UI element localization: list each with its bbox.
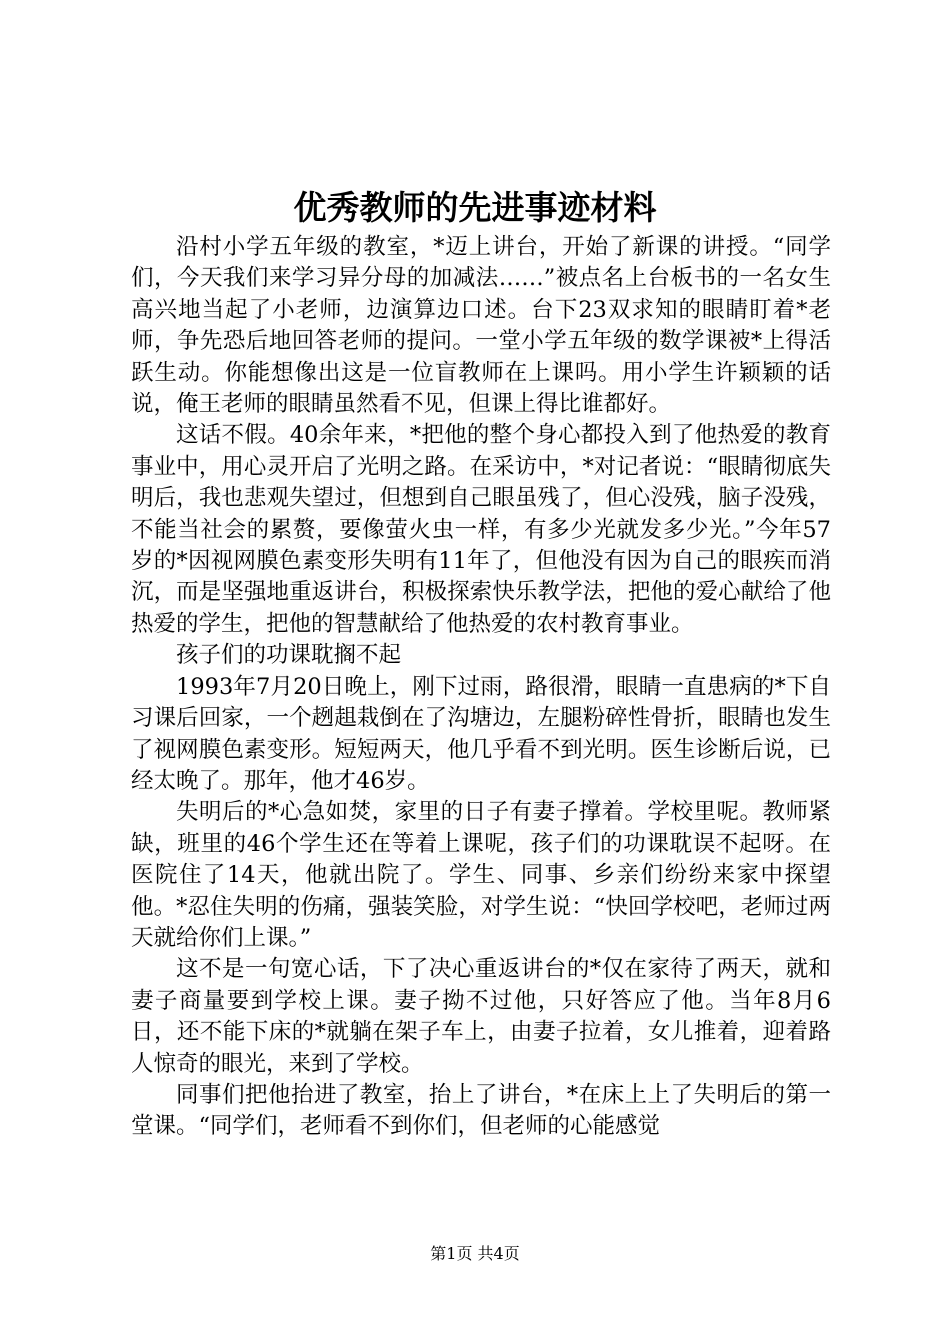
paragraph-2: 这话不假。40余年来，*把他的整个身心都投入到了他热爱的教育事业中，用心灵开启了光明之路。在采访中，*对记者说：“眼睛彻底失明后，我也悲观失望过，但想到自己眼虽残了，但心没残，脑子没残，不能当社会的累赘，要像萤火虫一样，有多少光就发多少光。”今年57岁的*因视网膜色素变形失明有11年了，但他没有因为自己的眼疾而消沉，而是坚强地重返讲台，积极探索快乐教学法，把他的爱心献给了他热爱的学生，把他的智慧献给了他热爱的农村教育事业。 — [131, 422, 831, 637]
document-body — [131, 232, 831, 1143]
paragraph-3: 1993年7月20日晚上，刚下过雨，路很滑，眼睛一直患病的*下自习课后回家，一个趔趄栽倒在了沟塘边，左腿粉碎性骨折，眼睛也发生了视网膜色素变形。短短两天，他几乎看不到光明。医生诊断后说，已经太晚了。那年，他才46岁。 — [131, 673, 831, 794]
paragraph-1: 沿村小学五年级的教室，*迈上讲台，开始了新课的讲授。“同学们，今天我们来学习异分母的加减法……”被点名上台板书的一名女生高兴地当起了小老师，边演算边口述。台下23双求知的眼睛盯着*老师，争先恐后地回答老师的提问。一堂小学五年级的数学课被*上得活跃生动。你能想像出这是一位盲教师在上课吗。用小学生许颖颖的话说，俺王老师的眼睛虽然看不见，但课上得比谁都好。 — [131, 234, 831, 418]
paragraph-5: 这不是一句宽心话，下了决心重返讲台的*仅在家待了两天，就和妻子商量要到学校上课。妻子拗不过他，只好答应了他。当年8月6日，还不能下床的*就躺在架子车上，由妻子拉着，女儿推着，迎着路人惊奇的眼光，来到了学校。 — [131, 956, 831, 1077]
section-heading: 孩子们的功课耽搁不起 — [176, 642, 402, 669]
page-footer: 第1页 共4页 — [430, 1244, 520, 1263]
paragraph-4: 失明后的*心急如焚，家里的日子有妻子撑着。学校里呢。教师紧缺，班里的46个学生还在等着上课呢，孩子们的功课耽误不起呀。在医院住了14天，他就出院了。学生、同事、乡亲们纷纷来家中探望他。*忍住失明的伤痛，强装笑脸，对学生说：“快回学校吧，老师过两天就给你们上课。” — [131, 799, 831, 951]
document-title: 优秀教师的先进事迹材料 — [293, 188, 657, 227]
paragraph-6: 同事们把他抬进了教室，抬上了讲台，*在床上上了失明后的第一堂课。“同学们，老师看不到你们，但老师的心能感觉 — [131, 1081, 831, 1140]
